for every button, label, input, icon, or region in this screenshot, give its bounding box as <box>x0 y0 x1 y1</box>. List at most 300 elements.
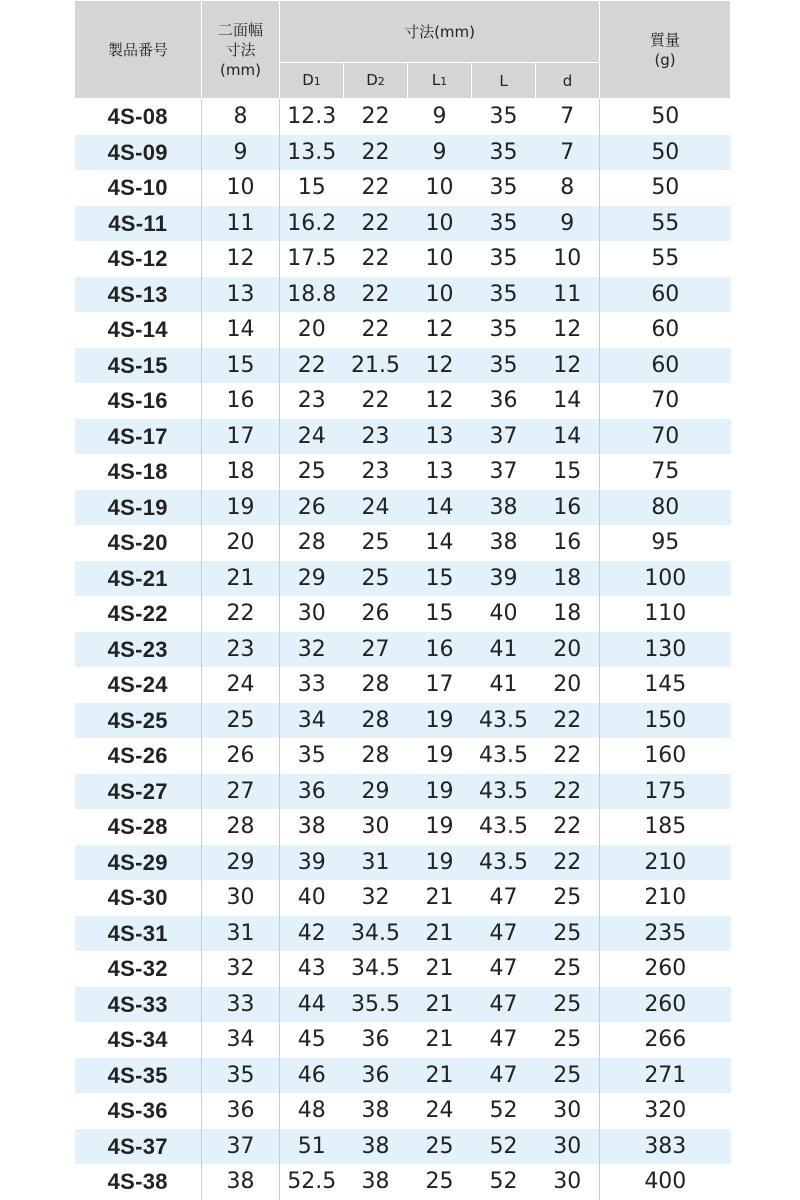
table-row <box>75 241 731 277</box>
cell-d2: 36 <box>344 1058 408 1094</box>
cell-mass: 383 <box>600 1129 731 1165</box>
table-row <box>75 419 731 455</box>
cell-l1: 9 <box>408 135 472 171</box>
table-row <box>75 1093 731 1129</box>
cell-l1: 19 <box>408 703 472 739</box>
cell-d1: 22 <box>280 348 344 384</box>
cell-width-across-flats: 23 <box>202 632 280 668</box>
cell-l: 43.5 <box>472 703 536 739</box>
cell-l: 35 <box>472 135 536 171</box>
table-row <box>75 383 731 419</box>
cell-model-number: 4S-12 <box>107 246 168 272</box>
cell-l1: 19 <box>408 845 472 881</box>
table-row <box>75 561 731 597</box>
cell-d2: 22 <box>361 388 390 414</box>
cell-width-across-flats: 31 <box>202 916 280 952</box>
cell-l1: 9 <box>432 104 447 130</box>
cell-d1: 42 <box>280 916 344 952</box>
cell-model-number: 4S-13 <box>75 277 202 313</box>
cell-d2: 26 <box>361 601 390 627</box>
cell-d1: 30 <box>280 596 344 632</box>
header-width-across-flats <box>202 1 280 99</box>
cell-d1: 36 <box>280 774 344 810</box>
cell-l1: 15 <box>408 561 472 597</box>
cell-l: 43.5 <box>472 774 536 810</box>
cell-l: 43.5 <box>479 814 528 840</box>
cell-l: 37 <box>472 419 536 455</box>
cell-d2: 38 <box>361 1169 390 1195</box>
cell-d2: 31 <box>344 845 408 881</box>
cell-width-across-flats: 19 <box>202 490 280 526</box>
cell-model-number: 4S-33 <box>75 987 202 1023</box>
cell-d1: 35 <box>280 738 344 774</box>
cell-l1: 10 <box>408 206 472 242</box>
table-row <box>75 1164 731 1200</box>
cell-d1: 40 <box>280 880 344 916</box>
cell-l: 35 <box>472 348 536 384</box>
table-row <box>75 1129 731 1165</box>
cell-l: 36 <box>489 388 518 414</box>
cell-width-across-flats: 29 <box>202 845 280 881</box>
cell-d2: 36 <box>361 1027 390 1053</box>
cell-model-number: 4S-22 <box>107 601 168 627</box>
cell-model-number: 4S-26 <box>107 743 168 769</box>
cell-mass: 185 <box>600 809 731 845</box>
cell-mass: 60 <box>600 277 731 313</box>
cell-mass: 55 <box>600 206 731 242</box>
cell-l: 35 <box>489 175 518 201</box>
cell-model-number: 4S-36 <box>107 1098 168 1124</box>
cell-mass: 210 <box>600 845 731 881</box>
cell-width-across-flats: 11 <box>202 206 280 242</box>
cell-d2: 34.5 <box>351 956 400 982</box>
cell-l1: 10 <box>425 246 454 272</box>
cell-model-number: 4S-24 <box>107 672 168 698</box>
cell-mass: 400 <box>600 1164 731 1200</box>
cell-d: 30 <box>536 1129 600 1165</box>
cell-d: 14 <box>553 388 582 414</box>
cell-d2: 34.5 <box>344 916 408 952</box>
cell-mass: 130 <box>600 632 731 668</box>
cell-width-across-flats: 14 <box>202 312 280 348</box>
table-row <box>75 1058 731 1094</box>
cell-l: 41 <box>489 672 518 698</box>
cell-mass: 175 <box>600 774 731 810</box>
cell-mass: 75 <box>600 454 731 490</box>
cell-l: 35 <box>472 206 536 242</box>
cell-l: 41 <box>472 632 536 668</box>
header-model-label: 製品番号 <box>107 40 168 59</box>
cell-width-across-flats: 13 <box>202 277 280 313</box>
cell-mass: 110 <box>600 596 731 632</box>
cell-l1: 21 <box>408 1058 472 1094</box>
cell-d2: 29 <box>344 774 408 810</box>
cell-mass: 70 <box>600 419 731 455</box>
cell-l1: 21 <box>408 987 472 1023</box>
cell-width-across-flats: 22 <box>202 596 280 632</box>
cell-width-across-flats: 30 <box>202 880 280 916</box>
cell-width-across-flats: 12 <box>202 241 280 277</box>
cell-l1: 24 <box>425 1098 454 1124</box>
cell-d2: 35.5 <box>344 987 408 1023</box>
cell-l: 52 <box>489 1169 518 1195</box>
cell-d1: 20 <box>280 312 344 348</box>
cell-model-number: 4S-28 <box>107 814 168 840</box>
header-mass-line1: 質量 <box>650 30 681 49</box>
cell-d: 12 <box>553 317 582 343</box>
cell-l1: 25 <box>408 1129 472 1165</box>
cell-model-number: 4S-27 <box>75 774 202 810</box>
table-header <box>75 1 731 99</box>
cell-width-across-flats: 38 <box>202 1164 280 1200</box>
cell-mass: 95 <box>600 525 731 561</box>
cell-l: 40 <box>489 601 518 627</box>
cell-model-number: 4S-31 <box>75 916 202 952</box>
cell-l: 35 <box>472 277 536 313</box>
cell-mass: 320 <box>600 1093 731 1129</box>
cell-l1: 16 <box>408 632 472 668</box>
cell-d2: 30 <box>361 814 390 840</box>
cell-model-number: 4S-09 <box>75 135 202 171</box>
cell-l1: 12 <box>425 388 454 414</box>
cell-width-across-flats: 37 <box>202 1129 280 1165</box>
cell-l: 52 <box>489 1098 518 1124</box>
header-d1 <box>280 63 344 99</box>
cell-d: 12 <box>536 348 600 384</box>
cell-mass: 145 <box>600 667 731 703</box>
table-row <box>75 667 731 703</box>
cell-l1: 13 <box>425 459 454 485</box>
header-dimensions: 寸法(mm) <box>280 1 600 63</box>
cell-l: 43.5 <box>479 743 528 769</box>
cell-model-number: 4S-25 <box>75 703 202 739</box>
cell-d: 8 <box>560 175 575 201</box>
cell-l1: 19 <box>425 743 454 769</box>
cell-model-number: 4S-32 <box>107 956 168 982</box>
cell-d1: 26 <box>280 490 344 526</box>
cell-mass: 60 <box>600 348 731 384</box>
cell-width-across-flats: 10 <box>202 170 280 206</box>
cell-width-across-flats: 33 <box>202 987 280 1023</box>
cell-d: 25 <box>553 885 582 911</box>
cell-l: 39 <box>472 561 536 597</box>
cell-l: 38 <box>472 490 536 526</box>
cell-model-number: 4S-08 <box>107 104 168 130</box>
cell-l1: 21 <box>425 885 454 911</box>
cell-l1: 10 <box>425 175 454 201</box>
cell-l: 47 <box>489 1027 518 1053</box>
table-row <box>75 632 731 668</box>
header-l1 <box>408 63 472 99</box>
cell-l: 47 <box>489 956 518 982</box>
table-row <box>75 525 731 561</box>
cell-d1: 18.8 <box>280 277 344 313</box>
cell-d: 30 <box>553 1098 582 1124</box>
table-body <box>75 99 731 1200</box>
cell-d: 7 <box>560 104 575 130</box>
cell-l1: 10 <box>408 277 472 313</box>
cell-l1: 19 <box>425 814 454 840</box>
table-row <box>75 99 731 135</box>
cell-mass: 50 <box>600 99 731 135</box>
cell-width-across-flats: 21 <box>202 561 280 597</box>
cell-d: 25 <box>536 1058 600 1094</box>
table-row <box>75 916 731 952</box>
cell-model-number: 4S-37 <box>75 1129 202 1165</box>
cell-d: 15 <box>553 459 582 485</box>
header-d: d <box>536 63 600 99</box>
table-row <box>75 170 731 206</box>
cell-width-across-flats: 25 <box>202 703 280 739</box>
cell-d: 7 <box>536 135 600 171</box>
cell-model-number: 4S-16 <box>107 388 168 414</box>
cell-d2: 22 <box>361 317 390 343</box>
cell-d1: 43 <box>280 951 344 987</box>
cell-d2: 28 <box>361 743 390 769</box>
cell-d1: 29 <box>280 561 344 597</box>
cell-d1: 34 <box>280 703 344 739</box>
cell-mass: 260 <box>600 951 731 987</box>
cell-d2: 38 <box>361 1098 390 1124</box>
cell-d: 22 <box>536 774 600 810</box>
cell-d: 22 <box>536 703 600 739</box>
cell-width-across-flats: 27 <box>202 774 280 810</box>
cell-mass: 271 <box>600 1058 731 1094</box>
cell-d2: 32 <box>361 885 390 911</box>
cell-d1: 45 <box>280 1022 344 1058</box>
cell-model-number: 4S-29 <box>75 845 202 881</box>
header-d2-label: D <box>366 70 378 89</box>
header-mass <box>600 1 731 99</box>
cell-l: 47 <box>472 916 536 952</box>
cell-d: 30 <box>553 1169 582 1195</box>
cell-l1: 14 <box>408 490 472 526</box>
table-row <box>75 951 731 987</box>
cell-d1: 52.5 <box>280 1164 344 1200</box>
table-row <box>75 312 731 348</box>
cell-width-across-flats: 16 <box>202 383 280 419</box>
table-row <box>75 987 731 1023</box>
cell-d: 10 <box>553 246 582 272</box>
cell-d2: 25 <box>361 530 390 556</box>
cell-d1: 23 <box>280 383 344 419</box>
cell-d1: 48 <box>280 1093 344 1129</box>
cell-width-across-flats: 28 <box>202 809 280 845</box>
cell-width-across-flats: 8 <box>202 99 280 135</box>
cell-d: 25 <box>536 987 600 1023</box>
table-row <box>75 348 731 384</box>
cell-model-number: 4S-35 <box>75 1058 202 1094</box>
cell-d: 18 <box>536 561 600 597</box>
cell-d: 18 <box>553 601 582 627</box>
cell-d1: 51 <box>280 1129 344 1165</box>
header-width-line2: 寸法 <box>225 40 256 59</box>
header-l: L <box>472 63 536 99</box>
cell-d1: 46 <box>280 1058 344 1094</box>
cell-mass: 235 <box>600 916 731 952</box>
cell-mass: 55 <box>600 241 731 277</box>
cell-l: 47 <box>472 987 536 1023</box>
header-d1-subscript: 1 <box>313 74 321 88</box>
cell-l1: 21 <box>408 916 472 952</box>
cell-width-across-flats: 18 <box>202 454 280 490</box>
cell-model-number: 4S-30 <box>107 885 168 911</box>
header-width-line3: (mm) <box>220 60 261 79</box>
cell-mass: 50 <box>600 135 731 171</box>
cell-l: 35 <box>489 104 518 130</box>
cell-model-number: 4S-10 <box>107 175 168 201</box>
cell-d1: 16.2 <box>280 206 344 242</box>
cell-l: 35 <box>489 317 518 343</box>
cell-model-number: 4S-18 <box>107 459 168 485</box>
cell-d: 25 <box>553 1027 582 1053</box>
cell-d2: 22 <box>344 206 408 242</box>
cell-d1: 28 <box>280 525 344 561</box>
table-row <box>75 703 731 739</box>
cell-d2: 27 <box>344 632 408 668</box>
cell-width-across-flats: 36 <box>202 1093 280 1129</box>
cell-model-number: 4S-34 <box>107 1027 168 1053</box>
cell-d2: 24 <box>344 490 408 526</box>
table-row <box>75 206 731 242</box>
header-d1-label: D <box>302 70 314 89</box>
cell-l1: 14 <box>425 530 454 556</box>
cell-d2: 22 <box>361 246 390 272</box>
cell-d: 22 <box>536 845 600 881</box>
table-row <box>75 738 731 774</box>
cell-mass: 266 <box>600 1022 731 1058</box>
cell-l: 47 <box>472 1058 536 1094</box>
cell-d2: 28 <box>344 703 408 739</box>
cell-d2: 22 <box>361 104 390 130</box>
cell-d2: 22 <box>344 135 408 171</box>
header-mass-line2: (g) <box>654 50 676 69</box>
cell-d1: 39 <box>280 845 344 881</box>
cell-l1: 13 <box>408 419 472 455</box>
cell-model-number: 4S-21 <box>75 561 202 597</box>
cell-d1: 12.3 <box>280 99 344 135</box>
cell-l: 43.5 <box>472 845 536 881</box>
cell-model-number: 4S-23 <box>75 632 202 668</box>
cell-width-across-flats: 26 <box>202 738 280 774</box>
table-row <box>75 454 731 490</box>
cell-mass: 60 <box>600 312 731 348</box>
cell-l1: 17 <box>425 672 454 698</box>
cell-d1: 13.5 <box>280 135 344 171</box>
cell-l1: 19 <box>408 774 472 810</box>
header-l1-subscript: 1 <box>440 74 448 88</box>
cell-l1: 12 <box>408 348 472 384</box>
cell-l: 52 <box>472 1129 536 1165</box>
table-row <box>75 880 731 916</box>
header-l1-label: L <box>431 70 441 89</box>
cell-d: 16 <box>553 530 582 556</box>
cell-l1: 21 <box>425 956 454 982</box>
cell-d2: 23 <box>361 459 390 485</box>
cell-mass: 160 <box>600 738 731 774</box>
cell-l: 35 <box>489 246 518 272</box>
cell-d2: 38 <box>344 1129 408 1165</box>
cell-width-across-flats: 24 <box>202 667 280 703</box>
cell-d: 25 <box>536 916 600 952</box>
table-row <box>75 277 731 313</box>
cell-d1: 38 <box>280 809 344 845</box>
cell-d1: 17.5 <box>280 241 344 277</box>
cell-model-number: 4S-38 <box>107 1169 168 1195</box>
cell-d: 9 <box>536 206 600 242</box>
cell-mass: 70 <box>600 383 731 419</box>
cell-d: 20 <box>536 632 600 668</box>
cell-l: 37 <box>489 459 518 485</box>
table-row <box>75 809 731 845</box>
cell-l1: 25 <box>425 1169 454 1195</box>
cell-mass: 260 <box>600 987 731 1023</box>
cell-d1: 44 <box>280 987 344 1023</box>
cell-d2: 23 <box>344 419 408 455</box>
cell-mass: 100 <box>600 561 731 597</box>
table-row <box>75 490 731 526</box>
cell-d1: 15 <box>280 170 344 206</box>
cell-l: 38 <box>489 530 518 556</box>
table-row <box>75 1022 731 1058</box>
cell-d1: 32 <box>280 632 344 668</box>
cell-width-across-flats: 9 <box>202 135 280 171</box>
cell-d1: 33 <box>280 667 344 703</box>
header-d2 <box>344 63 408 99</box>
cell-d2: 22 <box>361 175 390 201</box>
cell-mass: 50 <box>600 170 731 206</box>
cell-width-across-flats: 20 <box>202 525 280 561</box>
table-row <box>75 135 731 171</box>
cell-d2: 22 <box>344 277 408 313</box>
spec-table <box>74 0 731 1200</box>
cell-d1: 25 <box>280 454 344 490</box>
cell-d2: 21.5 <box>344 348 408 384</box>
cell-model-number: 4S-19 <box>75 490 202 526</box>
cell-l: 47 <box>489 885 518 911</box>
cell-d: 20 <box>553 672 582 698</box>
cell-mass: 150 <box>600 703 731 739</box>
cell-mass: 210 <box>600 880 731 916</box>
cell-width-across-flats: 32 <box>202 951 280 987</box>
cell-d: 25 <box>553 956 582 982</box>
cell-d: 14 <box>536 419 600 455</box>
cell-d: 11 <box>536 277 600 313</box>
cell-d1: 24 <box>280 419 344 455</box>
cell-l1: 12 <box>425 317 454 343</box>
cell-model-number: 4S-17 <box>75 419 202 455</box>
table-row <box>75 845 731 881</box>
cell-l1: 15 <box>425 601 454 627</box>
table-row <box>75 774 731 810</box>
cell-d: 16 <box>536 490 600 526</box>
cell-width-across-flats: 17 <box>202 419 280 455</box>
header-d2-subscript: 2 <box>377 74 385 88</box>
header-width-line1: 二面幅 <box>217 20 263 39</box>
cell-l1: 21 <box>425 1027 454 1053</box>
cell-model-number: 4S-14 <box>107 317 168 343</box>
cell-d2: 28 <box>361 672 390 698</box>
cell-width-across-flats: 15 <box>202 348 280 384</box>
cell-model-number: 4S-20 <box>107 530 168 556</box>
cell-width-across-flats: 35 <box>202 1058 280 1094</box>
cell-mass: 80 <box>600 490 731 526</box>
cell-d: 22 <box>553 743 582 769</box>
cell-width-across-flats: 34 <box>202 1022 280 1058</box>
cell-model-number: 4S-15 <box>75 348 202 384</box>
table-row <box>75 596 731 632</box>
header-model-number <box>75 1 202 99</box>
